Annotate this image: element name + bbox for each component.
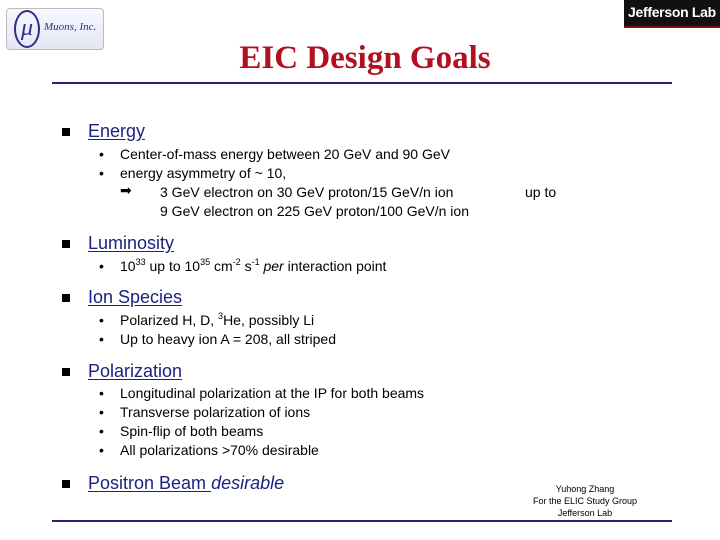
heading-polarization: Polarization [88,361,183,381]
energy-sub-1: 3 GeV electron on 30 GeV proton/15 GeV/n ion [160,184,454,200]
bottom-rule [52,520,672,522]
section-bullet-square [62,368,70,376]
ion-species-bullet-1: Polarized H, D, $^3$He, possibly Li [120,311,315,328]
ion-species-bullet-2: Up to heavy ion A = 208, all striped [120,331,336,347]
title-rule [52,82,672,84]
energy-bullet-2: energy asymmetry of ~ 10, [120,165,287,181]
footer-lab: Jefferson Lab [557,508,613,518]
polarization-bullet-3: Spin-flip of both beams [120,423,264,439]
section-bullet-square [62,294,70,302]
section-bullet-square [62,480,70,488]
heading-ion-species: Ion Species [88,287,183,307]
bullet-dot: • [99,331,104,347]
footer-group: For the ELIC Study Group [532,496,638,506]
bullet-dot: • [99,258,104,274]
heading-energy: Energy [88,121,146,141]
bullet-dot: • [99,385,104,401]
bullet-dot: • [99,165,104,181]
section-bullet-square [62,128,70,136]
footer-author: Yuhong Zhang [555,484,615,494]
energy-sub-upto: up to [525,184,557,200]
luminosity-bullet: $10^{33}$ up to $10^{35}$ $cm^{-2}$ $s^{-1}$ per interaction point [120,257,387,274]
bullet-dot: • [99,442,104,458]
heading-luminosity: Luminosity [88,233,175,253]
polarization-bullet-4: All polarizations >70% desirable [120,442,319,458]
polarization-bullet-1: Longitudinal polarization at the IP for both beams [120,385,425,401]
heading-positron-beam: Positron Beam desirable [88,473,285,493]
polarization-bullet-2: Transverse polarization of ions [120,404,311,420]
jefferson-lab-logo-text: Jefferson Lab [628,4,716,20]
author-footer [505,483,665,519]
jefferson-lab-logo [624,0,720,28]
positron-desirable: desirable [211,473,285,493]
mu-symbol: μ [14,10,40,48]
bullet-dot: • [99,146,104,162]
bullet-dot: • [99,423,104,439]
energy-sub-2: 9 GeV electron on 225 GeV proton/100 GeV/n ion [160,203,469,219]
slide-title: EIC Design Goals [239,40,491,76]
arrow-right-icon: ➡ [120,183,132,199]
section-bullet-square [62,240,70,248]
bullet-dot: • [99,404,104,420]
bullet-dot: • [99,312,104,328]
energy-bullet-1: Center-of-mass energy between 20 GeV and 90 GeV [120,146,450,162]
muons-logo-text: Muons, Inc. [44,21,97,33]
